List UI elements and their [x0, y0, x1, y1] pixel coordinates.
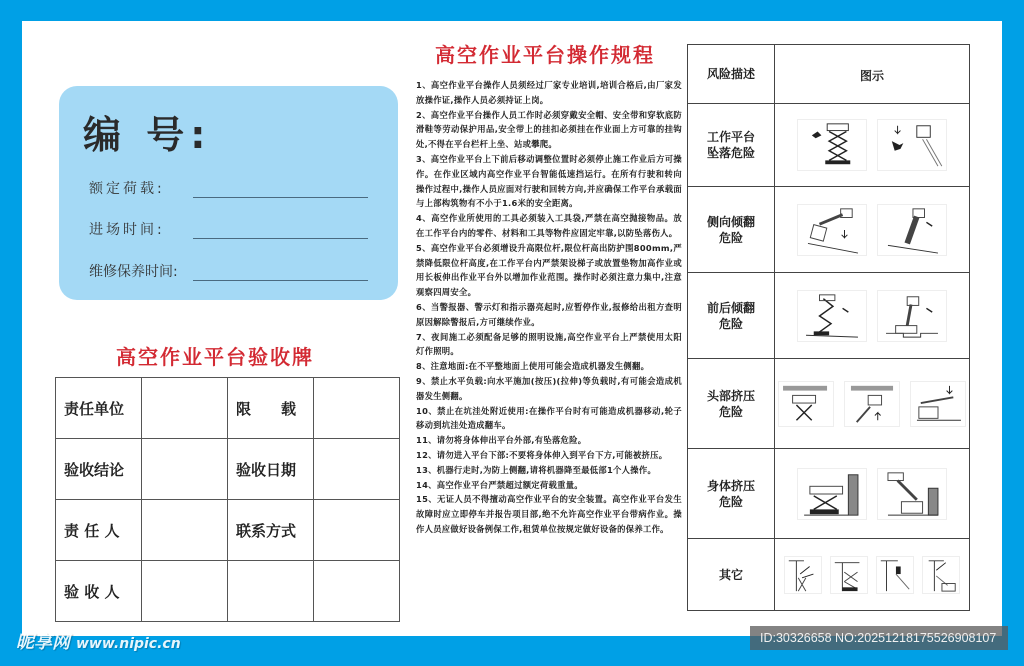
cell-value[interactable] [314, 439, 400, 500]
scissor-forward-tip-icon [797, 290, 867, 342]
risk-row-other [688, 539, 970, 611]
risk-label: 侧向倾翻 [706, 214, 755, 229]
cell-value[interactable] [142, 378, 228, 439]
risk-label: 身体挤压 [706, 478, 755, 493]
table-row [56, 500, 400, 561]
boom-wall-crush-icon [877, 468, 947, 520]
table-row [56, 378, 400, 439]
cell-value[interactable] [314, 378, 400, 439]
acceptance-title: 高空作业平台验收牌 [116, 345, 314, 369]
site-watermark [16, 628, 181, 654]
risk-label: 工作平台 [706, 130, 755, 144]
maintenance-time-input-line[interactable] [193, 267, 368, 281]
rules-list [416, 78, 682, 537]
rule-item: 7、夜间施工必须配备足够的照明设施,高空作业平台上严禁使用太阳灯作照明。 [416, 331, 682, 357]
cell-value[interactable] [142, 439, 228, 500]
rule-item: 1、高空作业平台操作人员须经过厂家专业培训,培训合格后,由厂家发放操作证,操作人员必须持证上岗。 [416, 80, 682, 105]
risk-description-header: 风险描述 [688, 45, 775, 104]
risk-label: 危险 [718, 404, 743, 419]
rule-item: 14、高空作业平台严禁超过额定荷载重量。 [416, 479, 583, 490]
site-name: 昵享网 [16, 632, 70, 653]
risk-label: 危险 [718, 316, 743, 331]
rule-item: 12、请勿进入平台下部:不要将身体伸入到平台下方,可能被挤压。 [416, 449, 668, 460]
image-id-badge: ID:30326658 NO:20251218175526908107 [750, 626, 1008, 650]
table-row [56, 439, 400, 500]
entry-time-field [89, 219, 368, 239]
risk-row-body-crush [688, 449, 970, 539]
scissor-head-crush-icon [778, 381, 834, 427]
cell-value[interactable] [228, 561, 314, 622]
rated-load-field [89, 178, 368, 198]
rule-item: 2、高空作业平台操作人员工作时必须穿戴安全帽、安全带和穿软底防滑鞋等劳动保护用品,安全带上的挂扣必须挂在作业面上方可靠的挂钩处,不得在平台栏杆上坐、站或攀爬。 [416, 109, 682, 150]
powerline-scissor-2-icon [830, 556, 868, 594]
cell-value[interactable] [314, 561, 400, 622]
overhead-crush-icon [910, 381, 966, 427]
cell-label: 限 载 [228, 378, 314, 439]
powerline-scissor-icon [784, 556, 822, 594]
rated-load-label: 额定荷载: [89, 181, 165, 197]
entry-time-input-line[interactable] [193, 225, 368, 239]
entry-time-label: 进场时间: [89, 222, 165, 238]
cell-value[interactable] [142, 500, 228, 561]
risk-label: 头部挤压 [706, 388, 755, 403]
signboard [22, 21, 1002, 636]
risk-row-side-tip [688, 187, 970, 273]
rule-item: 11、请勿将身体伸出平台外部,有坠落危险。 [416, 435, 587, 446]
cell-label: 责任单位 [56, 378, 142, 439]
maintenance-time-label: 维修保养时间: [89, 264, 178, 280]
boom-pothole-tip-icon [877, 290, 947, 342]
cell-label: 验收结论 [56, 439, 142, 500]
rule-item: 15、无证人员不得擅动高空作业平台的安全装置。高空作业平台发生故障时应立即停车并报告项目部,绝不允许高空作业平台带病作业。操作人员应做好设备例保工作,租赁单位按规定做好设备的保养工作。 [416, 494, 682, 534]
maintenance-time-field [89, 261, 368, 281]
table-row [56, 561, 400, 622]
risk-header-row [688, 45, 970, 104]
site-url: www.nipic.cn [76, 636, 181, 652]
rule-item: 13、机器行走时,为防上侧翻,请将机器降至最低部1个人操作。 [416, 464, 657, 475]
risk-label: 坠落危险 [706, 146, 755, 160]
scissor-lift-fall-icon [797, 119, 867, 171]
serial-number-title: 编 号: [83, 113, 212, 157]
risk-row-platform-fall [688, 104, 970, 187]
boom-lift-fall-icon [877, 119, 947, 171]
cell-label: 验收日期 [228, 439, 314, 500]
id-card [59, 86, 398, 300]
boom-head-crush-icon [844, 381, 900, 427]
risk-row-head-crush [688, 359, 970, 449]
rule-item: 3、高空作业平台上下前后移动调整位置时必须停止施工作业后方可操作。在作业区域内高空作业平台智能低速挡运行。在所有行驶和转向操作过程中,操作人员应面对行驶和回转方向,并应确保工作平台承载面与上部构筑物有不小于1.6米的安全距离。 [416, 153, 682, 209]
rule-item: 5、高空作业平台必须增设升高限位杆,限位杆高出防护围800mm,严禁降低限位杆高度,在工作平台内严禁架设梯子或放置垫物加高作业或用长板伸出作业平台外以增加作业范围。操作时必须注意力集中,注意观察四周安全。 [416, 242, 682, 298]
risk-label: 危险 [718, 494, 743, 509]
powerline-boom-icon [876, 556, 914, 594]
cell-value[interactable] [314, 500, 400, 561]
risk-table [687, 44, 970, 611]
rule-item: 4、高空作业所使用的工具必须装入工具袋,严禁在高空抛接物品。放在工作平台内的零件、材料和工具等物件应固定牢靠,以防坠落伤人。 [416, 213, 682, 238]
boom-side-tip-icon [797, 204, 867, 256]
risk-label: 危险 [718, 230, 743, 245]
rule-item: 9、禁止水平负载:向水平施加(按压)(拉伸)等负载时,有可能会造成机器发生侧翻。 [416, 375, 682, 401]
illustration-header: 图示 [775, 45, 970, 104]
rated-load-input-line[interactable] [193, 184, 368, 198]
risk-row-forward-tip [688, 273, 970, 359]
rule-item: 8、注意地面:在不平整地面上使用可能会造成机器发生侧翻。 [416, 361, 650, 372]
risk-label: 前后倾翻 [706, 300, 755, 315]
rule-item: 10、禁止在坑洼处附近使用:在操作平台时有可能造成机器移动,轮子移动到坑洼处造成翻车。 [416, 405, 682, 431]
rules-title: 高空作业平台操作规程 [435, 43, 655, 67]
scissor-wall-crush-icon [797, 468, 867, 520]
cell-label: 验 收 人 [56, 561, 142, 622]
mast-side-tip-icon [877, 204, 947, 256]
risk-label: 其它 [718, 567, 743, 582]
acceptance-table [55, 377, 400, 622]
cell-label: 联系方式 [228, 500, 314, 561]
powerline-boom-2-icon [922, 556, 960, 594]
rule-item: 6、当警报器、警示灯和指示器亮起时,应暂停作业,报修给出租方查明原因解除警报后,方可继续作业。 [416, 301, 682, 327]
cell-value[interactable] [142, 561, 228, 622]
cell-label: 责 任 人 [56, 500, 142, 561]
